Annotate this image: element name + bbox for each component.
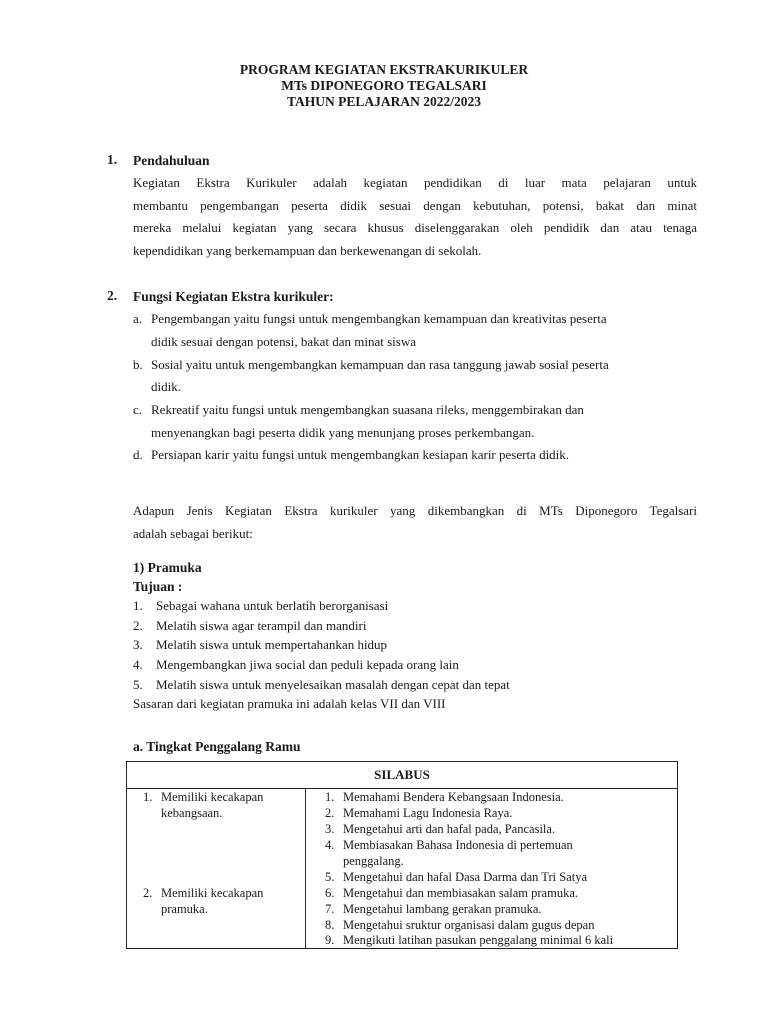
list-item-cont: didik sesuai dengan potensi, bakat dan minat siswa (151, 334, 417, 349)
right-item: Mengetahui lambang gerakan pramuka. (343, 902, 542, 916)
right-number: 2. (325, 806, 335, 820)
tujuan-number: 2. (133, 618, 143, 633)
tujuan-item: Mengembangkan jiwa social dan peduli kepada orang lain (156, 657, 459, 672)
tujuan-number: 1. (133, 598, 143, 613)
right-item: Mengetahui dan membiasakan salam pramuka. (343, 886, 578, 900)
paragraph-line: membantu pengembangan peserta didik sesuai dengan kebutuhan, potensi, bakat dan minat (133, 197, 697, 213)
list-item: Rekreatif yaitu fungsi untuk mengembangkan suasana rileks, menggembirakan dan (151, 402, 584, 417)
right-number: 5. (325, 870, 335, 884)
list-item-cont: didik. (151, 379, 181, 394)
paragraph-line: adalah sebagai berikut: (133, 525, 253, 541)
section1-number: 1. (107, 152, 118, 167)
right-item: Mengetahui arti dan hafal pada, Pancasila. (343, 822, 556, 836)
doc-title-line1: PROGRAM KEGIATAN EKSTRAKURIKULER (239, 62, 529, 77)
paragraph-line: kependidikan yang berkemampuan dan berkewenangan di sekolah. (133, 242, 482, 258)
paragraph-line: mereka melalui kegiatan yang secara khusus diselenggarakan oleh pendidik dan atau tenaga (133, 220, 697, 235)
list-item: Persiapan karir yaitu fungsi untuk mengembangkan kesiapan karir peserta didik. (151, 447, 570, 462)
right-item: Memahami Lagu Indonesia Raya. (343, 806, 513, 820)
section1-paragraph (133, 172, 697, 262)
tujuan-number: 5. (133, 677, 143, 692)
list-letter: b. (133, 357, 143, 372)
intro-paragraph (133, 500, 697, 545)
left-item-cont: pramuka. (161, 902, 208, 916)
tujuan-item: Melatih siswa untuk menyelesaikan masalah dengan cepat dan tepat (156, 677, 510, 692)
list-item: Pengembangan yaitu fungsi untuk mengembangkan kemampuan dan kreativitas peserta (151, 311, 607, 326)
right-number: 9. (325, 933, 335, 947)
silabus-table (126, 761, 678, 949)
left-item: Memiliki kecakapan (161, 790, 264, 804)
table-divider (305, 788, 306, 949)
doc-title-line3: TAHUN PELAJARAN 2022/2023 (286, 94, 481, 109)
right-number: 3. (325, 822, 335, 836)
sasaran-text: Sasaran dari kegiatan pramuka ini adalah kelas VII dan VIII (133, 696, 446, 711)
right-item: Mengetahui dan hafal Dasa Darma dan Tri Satya (343, 870, 588, 884)
left-number: 2. (143, 886, 153, 900)
right-item: Mengetahui sruktur organisasi dalam gugus depan (343, 918, 595, 932)
tujuan-item: Melatih siswa agar terampil dan mandiri (156, 618, 367, 633)
section1-title: Pendahuluan (133, 153, 210, 168)
left-item-cont: kebangsaan. (161, 806, 223, 820)
tingkat-title: a. Tingkat Penggalang Ramu (133, 739, 301, 754)
right-item: Membiasakan Bahasa Indonesia di pertemuan (343, 838, 573, 852)
list-item-cont: menyenangkan bagi peserta didik yang menunjang proses perkembangan. (151, 425, 535, 440)
tujuan-number: 4. (133, 657, 143, 672)
pramuka-title: 1) Pramuka (133, 560, 202, 575)
right-number: 7. (325, 902, 335, 916)
tujuan-label: Tujuan : (133, 579, 183, 594)
paragraph-line: Kegiatan Ekstra Kurikuler adalah kegiatan pendidikan di luar mata pelajaran untuk (133, 175, 697, 190)
right-number: 6. (325, 886, 335, 900)
right-number: 1. (325, 790, 335, 804)
left-number: 1. (143, 790, 153, 804)
right-item-cont: penggalang. (343, 854, 404, 868)
tujuan-item: Melatih siswa untuk mempertahankan hidup (156, 637, 388, 652)
list-letter: d. (133, 447, 143, 462)
section2-title: Fungsi Kegiatan Ekstra kurikuler: (133, 289, 334, 304)
list-letter: c. (133, 402, 143, 417)
left-item: Memiliki kecakapan (161, 886, 264, 900)
right-item: Mengikuti latihan pasukan penggalang minimal 6 kali (343, 933, 614, 947)
tujuan-number: 3. (133, 637, 143, 652)
section2-number: 2. (107, 288, 118, 303)
list-item: Sosial yaitu untuk mengembangkan kemampuan dan rasa tanggung jawab sosial peserta (151, 357, 609, 372)
tujuan-item: Sebagai wahana untuk berlatih berorganisasi (156, 598, 389, 613)
doc-title-line2: MTs DIPONEGORO TEGALSARI (281, 78, 487, 93)
right-number: 4. (325, 838, 335, 852)
list-letter: a. (133, 311, 143, 326)
silabus-header: SILABUS (127, 762, 677, 789)
paragraph-line: Adapun Jenis Kegiatan Ekstra kurikuler yang dikembangkan di MTs Diponegoro Tegalsari (133, 503, 697, 518)
right-number: 8. (325, 918, 335, 932)
right-item: Memahami Bendera Kebangsaan Indonesia. (343, 790, 564, 804)
